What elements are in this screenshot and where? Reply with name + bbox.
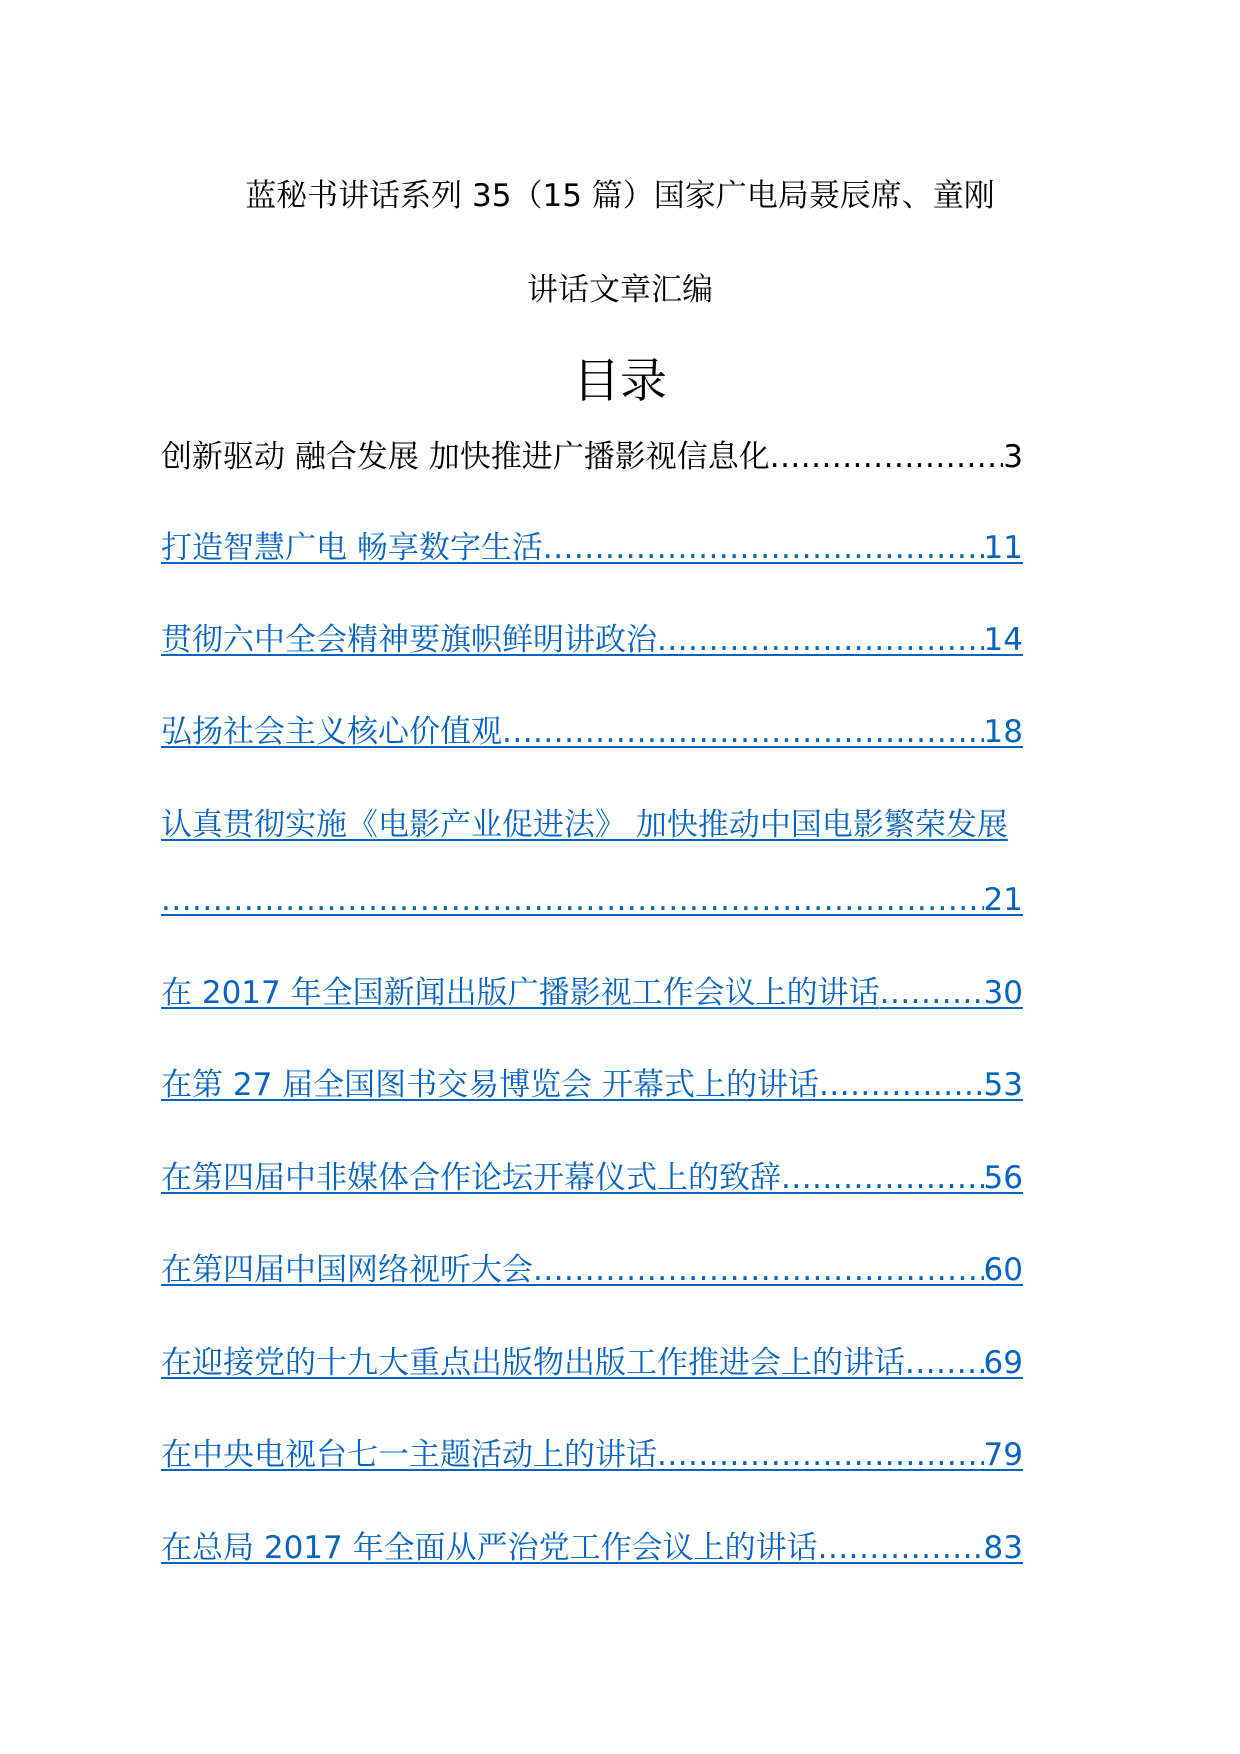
toc-entry-link[interactable] — [161, 973, 1023, 1013]
toc-entry-title[interactable]: 在迎接党的十九大重点出版物出版工作推进会上的讲话 — [161, 1345, 905, 1381]
toc-leader-dots[interactable] — [161, 880, 984, 920]
toc-entry-page: 3 — [1003, 439, 1023, 475]
toc-entry-page[interactable]: 53 — [983, 1067, 1023, 1103]
toc-entry-link[interactable] — [161, 880, 1023, 920]
document-title-line-1: 蓝秘书讲话系列 35（15 篇）国家广电局聂辰席、童刚 — [245, 178, 995, 214]
toc-leader-dots[interactable] — [657, 1435, 984, 1475]
toc-entry-link[interactable] — [161, 1250, 1023, 1290]
toc-entry-page[interactable]: 18 — [983, 714, 1023, 750]
toc-entry-title: 创新驱动 融合发展 加快推进广播影视信息化 — [161, 439, 770, 475]
toc-leader-dots[interactable] — [880, 973, 984, 1013]
toc-leader-dots[interactable] — [543, 528, 984, 568]
toc-entry-title[interactable]: 在中央电视台七一主题活动上的讲话 — [161, 1437, 657, 1473]
toc-leader-dots[interactable] — [781, 1158, 984, 1198]
toc-leader-dots[interactable] — [818, 1528, 984, 1568]
toc-leader-dots[interactable] — [533, 1250, 984, 1290]
toc-entry-link[interactable] — [161, 1158, 1023, 1198]
toc-entry-link[interactable] — [161, 712, 1023, 752]
toc-entry-page[interactable]: 11 — [983, 530, 1023, 566]
toc-entry-link[interactable] — [161, 1065, 1023, 1105]
toc-entry-title[interactable]: 贯彻六中全会精神要旗帜鲜明讲政治 — [161, 622, 657, 658]
toc-heading: 目录 — [573, 354, 667, 409]
toc-leader-dots[interactable] — [657, 620, 984, 660]
toc-entry-page[interactable]: 79 — [983, 1437, 1023, 1473]
toc-entry-title[interactable]: 在第 27 届全国图书交易博览会 开幕式上的讲话 — [161, 1067, 820, 1103]
toc-entry — [161, 437, 1023, 477]
toc-entry-link[interactable] — [161, 1435, 1023, 1475]
toc-entry-link[interactable] — [161, 620, 1023, 660]
document-title-line-2: 讲话文章汇编 — [527, 272, 713, 308]
toc-leader-dots — [770, 437, 1004, 477]
toc-leader-dots[interactable] — [502, 712, 984, 752]
toc-entry-title[interactable]: 在 2017 年全国新闻出版广播影视工作会议上的讲话 — [161, 975, 880, 1011]
toc-entry-link-title-wrapped[interactable]: 认真贯彻实施《电影产业促进法》 加快推动中国电影繁荣发展 — [161, 807, 1008, 843]
toc-entry-page[interactable]: 30 — [983, 975, 1023, 1011]
toc-entry-page[interactable]: 21 — [983, 882, 1023, 918]
toc-entry-page[interactable]: 56 — [983, 1160, 1023, 1196]
toc-leader-dots[interactable] — [819, 1065, 984, 1105]
toc-entry-title[interactable]: 在第四届中国网络视听大会 — [161, 1252, 533, 1288]
toc-entry-link[interactable] — [161, 1528, 1023, 1568]
toc-entry-page[interactable]: 83 — [983, 1530, 1023, 1566]
toc-entry-link[interactable] — [161, 1343, 1023, 1383]
toc-entry-page[interactable]: 60 — [983, 1252, 1023, 1288]
toc-entry-page[interactable]: 69 — [983, 1345, 1023, 1381]
toc-entry-title[interactable]: 弘扬社会主义核心价值观 — [161, 714, 502, 750]
toc-entry-title[interactable]: 在第四届中非媒体合作论坛开幕仪式上的致辞 — [161, 1160, 781, 1196]
toc-entry-title[interactable]: 在总局 2017 年全面从严治党工作会议上的讲话 — [161, 1530, 818, 1566]
toc-entry-title[interactable]: 打造智慧广电 畅享数字生活 — [161, 530, 543, 566]
toc-leader-dots[interactable] — [905, 1343, 984, 1383]
toc-entry-page[interactable]: 14 — [983, 622, 1023, 658]
toc-entry-link[interactable] — [161, 528, 1023, 568]
